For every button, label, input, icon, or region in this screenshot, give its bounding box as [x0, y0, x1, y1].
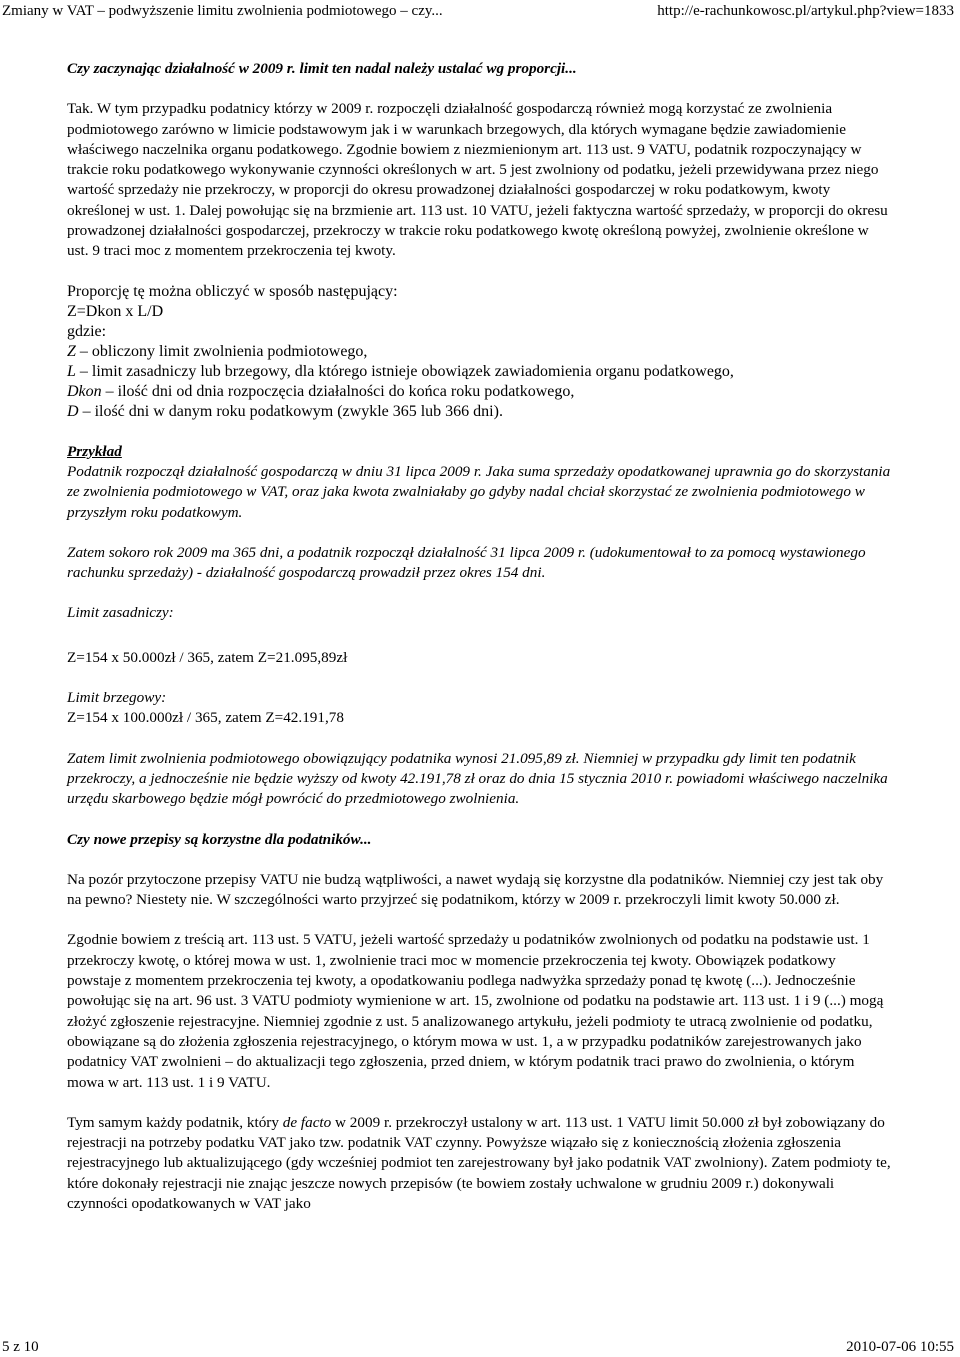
paragraph-4: [67, 1113, 893, 1214]
section-heading-2: Czy nowe przepisy są korzystne dla podatników...: [67, 830, 372, 848]
paragraph-3: Zgodnie bowiem z treścią art. 113 ust. 5 VATU, jeżeli wartość sprzedaży u podatników zwolnionych od podatku na podstawie ust. 1 przekroczy kwotę, o której mowa w ust. 1, zwolnienie traci moc w momencie przekroczenia tej kwoty. Obowiązek podatkowy powstaje z momentem przekroczenia tej kwoty, a opodatkowaniu podlega nadwyżka sprzedaży ponad tę kwotę (...). Jednocześnie powołując się na art. 96 ust. 3 VATU podmioty wymienione w art. 15, zwolnione od podatku na podstawie art. 113 ust. 1 i 9 (...) mogą złożyć zgłoszenie rejestracyjne. Niemniej zgodnie z ust. 5 analizowanego artykułu, jeżeli podmioty te utracą zwolnienie od podatku, obowiązane są do złożenia zgłoszenia rejestracyjnego, o którym mowa w ust. 1, a w przypadku podatników zarejestrowanych jako podatnicy VAT zwolnieni – do aktualizacji tego zgłoszenia, przed dniem, w którym podatnik traci prawo do zwolnienia, o którym mowa w art. 113 ust. 1 i 9 VATU.: [67, 931, 884, 1091]
browser-print-footer: [0, 1336, 960, 1356]
paragraph-1: Tak. W tym przypadku podatnicy którzy w 2009 r. rozpoczęli działalność gospodarczą również mogą korzystać ze zwolnienia podmiotowego zarówno w limicie podstawowym jak i w warunkach brzegowych, dla których wymagane będzie zawiadomienie właściwego naczelnika organu podatkowego. Zgodnie bowiem z niezmienionym art. 113 ust. 9 VATU, podatnik rozpoczynający w trakcie roku podatkowego wykonywanie czynności określonych w art. 5 jest zwolniony od podatku, jeżeli przewidywana przez niego wartość sprzedaży nie przekroczy, w proporcji do okresu prowadzonej działalności gospodarczej w roku podatkowym, kwoty określonej w ust. 1. Dalej powołując się na brzmienie art. 113 ust. 10 VATU, jeżeli faktyczna wartość sprzedaży, w proporcji do okresu prowadzonej działalności gospodarczej, przekroczy w trakcie roku podatkowego kwotę określoną powyżej, zwolnienie określone w ust. 9 traci moc z momentem przekroczenia tej kwoty.: [67, 100, 888, 260]
limit-boundary-calc: Z=154 x 100.000zł / 365, zatem Z=42.191,78: [67, 709, 344, 727]
formula-def-l: [67, 362, 893, 382]
browser-print-header: [0, 0, 960, 26]
page-title: Zmiany w VAT – podwyższenie limitu zwolnienia podmiotowego – czy...: [2, 3, 443, 19]
example-paragraph-1: Podatnik rozpoczął działalność gospodarczą w dniu 31 lipca 2009 r. Jaka suma sprzedaży opodatkowanej uprawnia go do skorzystania ze zwolnienia podmiotowego w VAT, oraz jaka kwota zwalniałaby go gdyby nadal chciał skorzystać ze zwolnienia podmiotowego w przyszłym roku podatkowym.: [67, 462, 891, 521]
example-title: Przykład: [67, 442, 122, 460]
def-z-text: – obliczony limit zwolnienia podmiotowego,: [75, 342, 368, 360]
limit-basic-label: Limit zasadniczy:: [67, 604, 174, 622]
page-number: 5 z 10: [2, 1339, 39, 1355]
def-d-text: – ilość dni w danym roku podatkowym (zwykle 365 lub 366 dni).: [78, 402, 503, 420]
term-l: L: [67, 362, 76, 380]
section-heading-1: Czy zaczynając działalność w 2009 r. limit ten nadal należy ustalać wg proporcji...: [67, 60, 577, 77]
def-l-text: – limit zasadniczy lub brzegowy, dla którego istnieje obowiązek zawiadomienia organu podatkowego,: [75, 362, 734, 380]
formula-def-d: [67, 402, 893, 422]
print-datetime: 2010-07-06 10:55: [846, 1339, 954, 1355]
article-body: [67, 59, 893, 1234]
example-paragraph-2: Zatem sokoro rok 2009 ma 365 dni, a podatnik rozpoczął działalność 31 lipca 2009 r. (udokumentował to za pomocą wystawionego rachunku sprzedaży) - działalność gospodarczą prowadził przez okres 154 dni.: [67, 543, 866, 582]
p4-part-a: Tym samym każdy podatnik, który: [67, 1113, 283, 1131]
limit-basic-calc: Z=154 x 50.000zł / 365, zatem Z=21.095,89zł: [67, 648, 348, 666]
page-url[interactable]: http://e-rachunkowosc.pl/artykul.php?view=1833: [657, 3, 954, 19]
p4-part-b: w 2009 r. przekroczył ustalony w art. 113 ust. 1 VATU limit 50.000 zł był zobowiązany do rejestracji na potrzeby podatku VAT jako tzw. podatnik VAT czynny. Powyższe wiązało się z koniecznością złożenia zgłoszenia rejestracyjnego lub aktualizującego (gdy wcześniej podmiot ten zarejestrowany był jako podatnik VAT zwolniony). Zatem podmioty te, które dokonały rejestracji nie znając jeszcze nowych przepisów (te bowiem zostały uchwalone w grudniu 2009 r.) dokonywali czynności opodatkowanych w VAT jako: [67, 1113, 891, 1212]
term-dkon: Dkon: [67, 382, 102, 400]
paragraph-2: Na pozór przytoczone przepisy VATU nie budzą wątpliwości, a nawet wydają się korzystne dla podatników. Niemniej czy jest tak oby na pewno? Niestety nie. W szczególności warto przyjrzeć się podatnikom, którzy w 2009 r. przekroczyli limit kwoty 50.000 zł.: [67, 870, 884, 909]
term-z: Z: [67, 342, 76, 360]
limit-boundary-label: Limit brzegowy:: [67, 689, 167, 707]
formula-def-dkon: [67, 382, 893, 402]
formula-intro: Proporcję tę można obliczyć w sposób następujący:: [67, 282, 398, 300]
formula-block: [67, 282, 893, 422]
formula-where: gdzie:: [67, 322, 107, 340]
term-d: D: [67, 402, 79, 420]
p4-italic: de facto: [282, 1113, 332, 1131]
def-dkon-text: – ilość dni od dnia rozpoczęcia działalności do końca roku podatkowego,: [101, 382, 575, 400]
example-paragraph-3: Zatem limit zwolnienia podmiotowego obowiązujący podatnika wynosi 21.095,89 zł. Niemniej w przypadku gdy limit ten podatnik przekroczy, a jednocześnie nie będzie wyższy od kwoty 42.191,78 zł oraz do dnia 15 stycznia 2010 r. powiadomi właściwego naczelnika urzędu skarbowego będzie mógł powrócić do przedmiotowego zwolnienia.: [67, 749, 888, 808]
formula: Z=Dkon x L/D: [67, 302, 164, 320]
formula-def-z: [67, 342, 893, 362]
